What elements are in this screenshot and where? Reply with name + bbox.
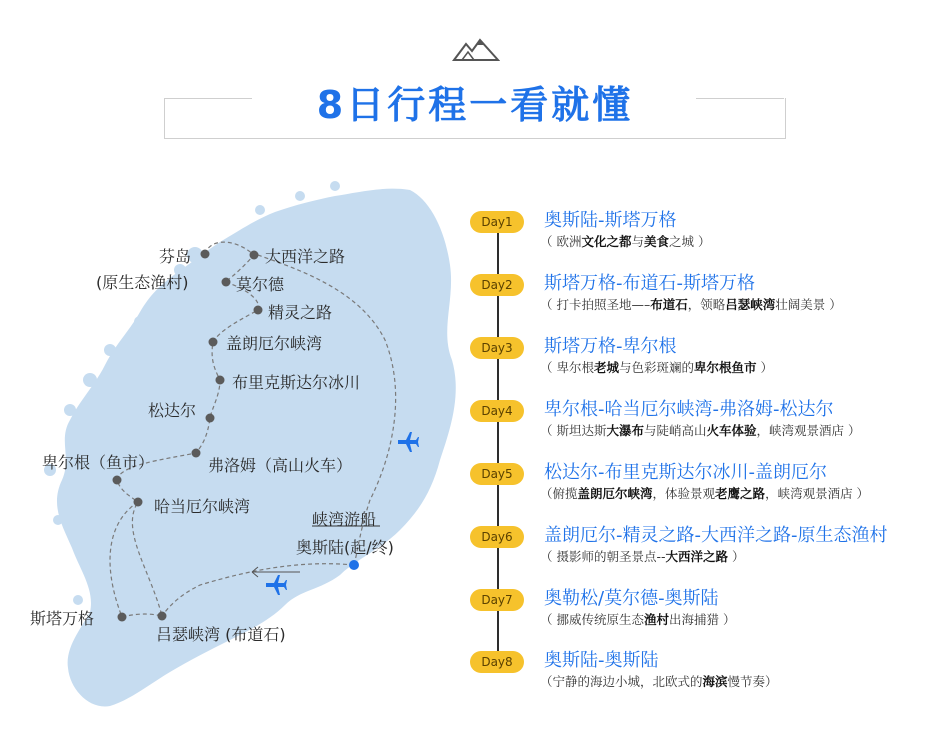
day-highlight: 吕瑟峡湾	[725, 297, 776, 312]
itinerary-day	[470, 526, 950, 588]
itinerary-day	[470, 463, 950, 525]
day-title: 斯塔万格-布道石-斯塔万格	[544, 273, 755, 294]
day-description	[540, 358, 773, 376]
map-label-geiranger: 盖朗厄尔峡湾	[226, 334, 323, 353]
day-badge: Day7	[470, 589, 524, 611]
day-highlight: 渔村	[643, 612, 669, 627]
day-highlight: 大瀑布	[606, 423, 644, 438]
day-description	[540, 672, 778, 690]
day-highlight: 美食	[644, 234, 670, 249]
map-label-atlantic-road: 大西洋之路	[265, 247, 346, 266]
day-highlight: 海滨	[702, 674, 728, 689]
day-title: 松达尔-布里克斯达尔冰川-盖朗厄尔	[544, 462, 827, 483]
day-description	[540, 232, 711, 250]
day-title: 奥斯陆-奥斯陆	[544, 650, 659, 671]
itinerary-day	[470, 589, 950, 651]
day-text: （俯揽	[540, 486, 578, 501]
day-text: 之城 ）	[669, 234, 711, 249]
day-description	[540, 484, 869, 502]
map-label-briksdal: 布里克斯达尔冰川	[232, 373, 361, 392]
day-description	[540, 421, 861, 439]
route-dot-molde	[222, 278, 231, 287]
day-badge: Day8	[470, 651, 524, 673]
itinerary-day	[470, 337, 950, 399]
map-label-sogndal: 松达尔	[148, 401, 197, 420]
route-dot-stavanger	[118, 613, 127, 622]
day-text: 出海捕猎 ）	[669, 612, 736, 627]
day-highlight: 文化之都	[581, 234, 632, 249]
day-text: （ 摄影师的朝圣景点--	[540, 549, 666, 564]
day-text: ，峡湾观景酒店 ）	[756, 423, 861, 438]
day-highlight: 老鹰之路	[715, 486, 766, 501]
route-dot-oslo	[349, 560, 359, 570]
day-highlight: 老城	[593, 360, 619, 375]
map-label-molde: 莫尔德	[236, 275, 285, 294]
route-dot-bergen	[113, 476, 122, 485]
day-badge: Day5	[470, 463, 524, 485]
day-title: 奥勒松/莫尔德-奥斯陆	[544, 588, 719, 609]
day-text: （ 挪威传统原生态	[540, 612, 644, 627]
map-label-stavanger: 斯塔万格	[30, 609, 95, 628]
map-label-bergen: 卑尔根（鱼市）	[42, 453, 155, 472]
day-title: 斯塔万格-卑尔根	[544, 336, 677, 357]
map-label-flam: 弗洛姆（高山火车）	[208, 456, 353, 475]
map-label-ferry: 峡湾游船	[312, 510, 377, 529]
day-text: ，体验景观	[652, 486, 716, 501]
route-dot-sogndal	[206, 414, 215, 423]
day-highlight: 布道石	[650, 297, 688, 312]
day-text: 与陡峭高山	[644, 423, 707, 438]
itinerary-day	[470, 211, 950, 273]
day-title: 盖朗厄尔-精灵之路-大西洋之路-原生态渔村	[544, 525, 888, 546]
page-title: 8日行程一看就懂	[316, 83, 634, 127]
map-label-hardanger: 哈当厄尔峡湾	[154, 497, 251, 516]
day-text: 慢节奏）	[727, 674, 778, 689]
day-highlight: 大西洋之路	[665, 549, 729, 564]
day-title: 卑尔根-哈当厄尔峡湾-弗洛姆-松达尔	[544, 399, 834, 420]
map-label-oslo: 奥斯陆(起/终)	[296, 538, 394, 557]
day-highlight: 火车体验	[706, 423, 757, 438]
itinerary-day	[470, 400, 950, 462]
day-title: 奥斯陆-斯塔万格	[544, 210, 677, 231]
itinerary-day	[470, 274, 950, 336]
day-highlight: 卑尔根鱼市	[694, 360, 757, 375]
day-text: 与	[631, 234, 645, 249]
day-text: ）	[756, 360, 774, 375]
day-text: （宁静的海边小城，北欧式的	[540, 674, 703, 689]
day-text: ）	[728, 549, 745, 564]
day-highlight: 盖朗厄尔峡湾	[577, 486, 653, 501]
day-text: （ 打卡拍照圣地—–	[540, 297, 651, 312]
route-dot-fendao	[201, 250, 210, 259]
route-dot-atlantic	[250, 251, 259, 260]
day-badge: Day6	[470, 526, 524, 548]
route-dot-flam	[192, 449, 201, 458]
map-label-fendao: 芬岛	[159, 247, 192, 266]
day-text: ，峡湾观景酒店 ）	[765, 486, 870, 501]
day-text: （ 斯坦达斯	[540, 423, 607, 438]
day-text: （ 欧洲	[540, 234, 582, 249]
day-text: ，领略	[687, 297, 726, 312]
route-dot-lysefjord	[158, 612, 167, 621]
day-badge: Day1	[470, 211, 524, 233]
route-dot-briksdal	[216, 376, 225, 385]
route-dot-elf	[254, 306, 263, 315]
day-text: 与色彩斑斓的	[619, 360, 695, 375]
map-label-elf-road: 精灵之路	[268, 303, 333, 322]
route-dot-hardanger	[134, 498, 143, 507]
day-description	[540, 547, 745, 565]
day-badge: Day4	[470, 400, 524, 422]
map-label-lysefjord: 吕瑟峡湾 (布道石)	[156, 625, 286, 644]
day-badge: Day2	[470, 274, 524, 296]
day-text: 壮阔美景 ）	[775, 297, 842, 312]
day-badge: Day3	[470, 337, 524, 359]
day-description	[540, 295, 842, 313]
itinerary-day	[470, 651, 950, 713]
route-dot-geiranger	[209, 338, 218, 347]
day-description	[540, 610, 735, 628]
day-text: （ 卑尔根	[540, 360, 594, 375]
map-label-fendao-sub: (原生态渔村)	[96, 273, 189, 292]
